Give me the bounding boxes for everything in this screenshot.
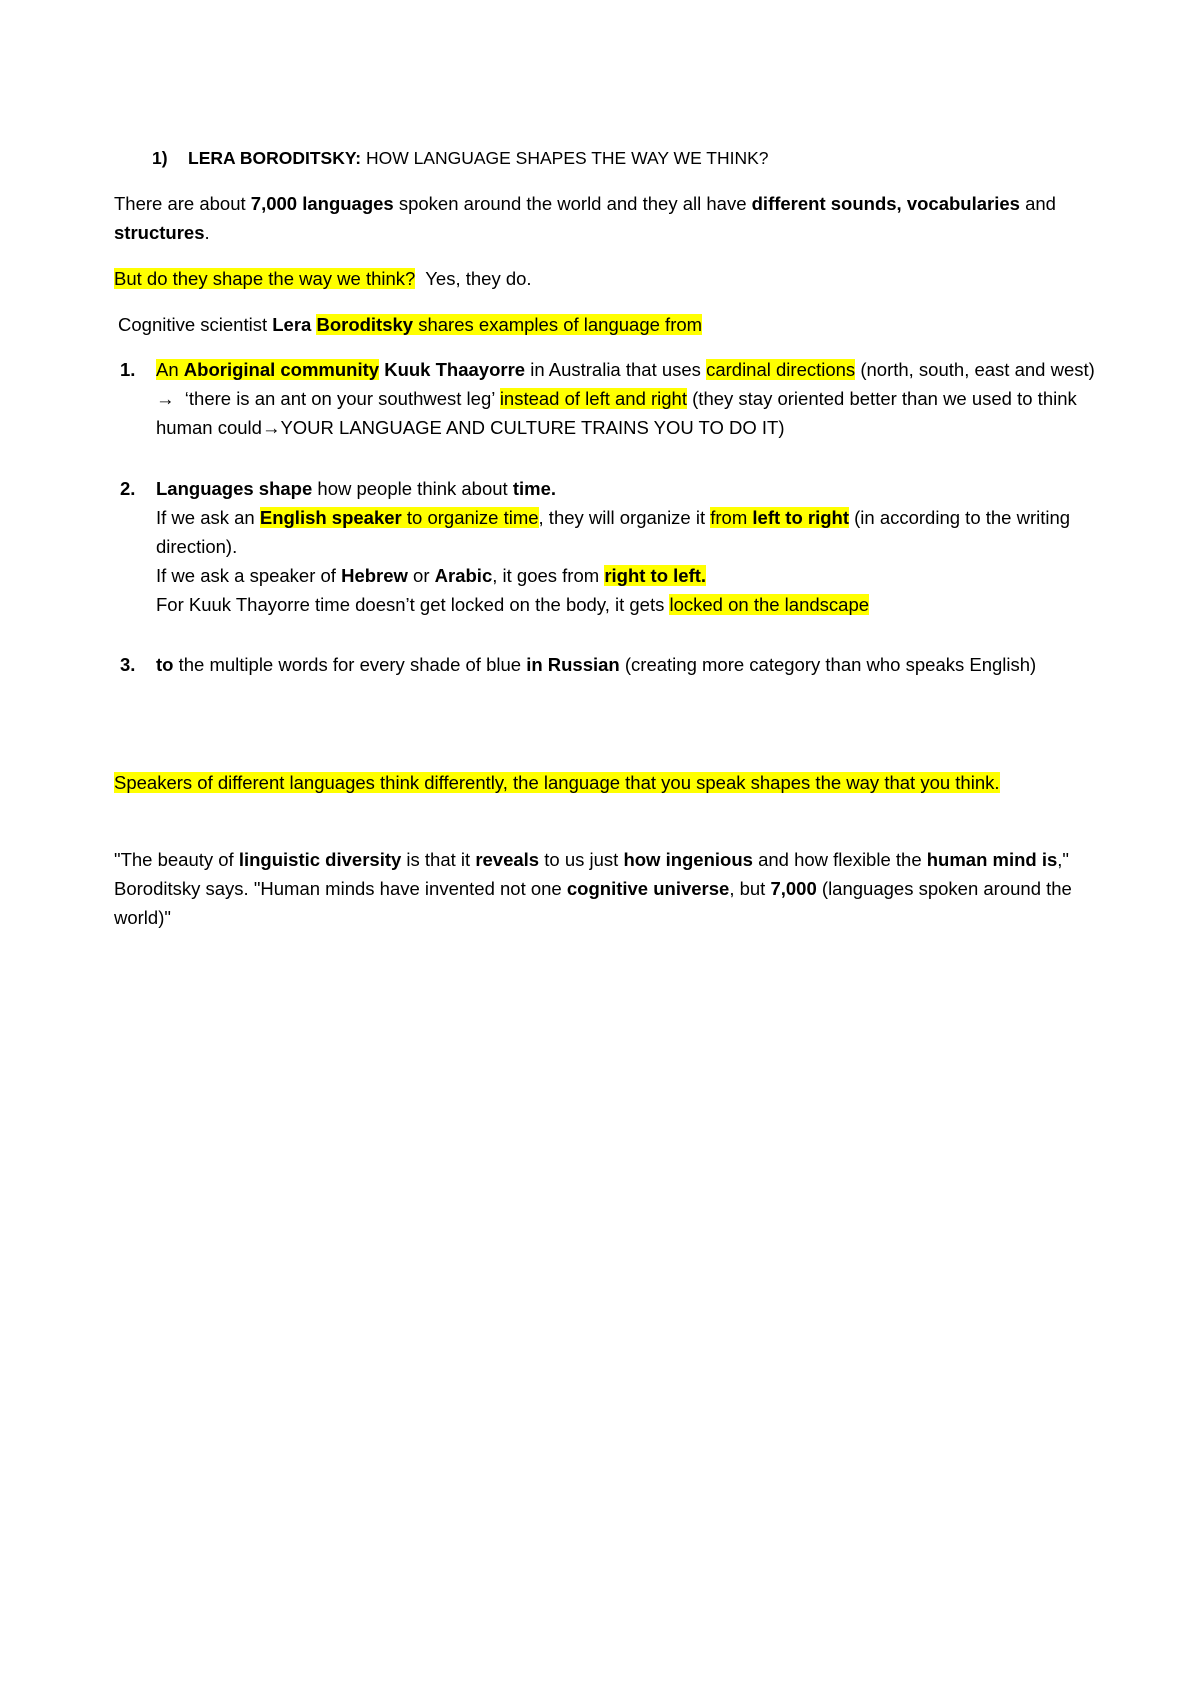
speakers-highlight: Speakers of different languages think differently, the language that you speak shapes the way that you think. — [114, 772, 1000, 793]
intro-paragraph — [114, 189, 1104, 247]
quote-text: , but — [729, 878, 771, 899]
intro-structures: structures — [114, 222, 205, 243]
list-item-body — [156, 355, 1101, 442]
item1-text-7: YOUR LANGUAGE AND CULTURE TRAINS YOU TO DO IT) — [280, 417, 785, 438]
item2-english-speaker: English speaker — [259, 507, 402, 528]
item1-text-6: (they stay oriented better than we used to think human could — [156, 388, 1077, 438]
item2-locked-landscape: locked on the landscape — [669, 594, 870, 615]
item2-line-4 — [156, 590, 1101, 619]
section-heading — [152, 145, 1112, 171]
item3-to: to — [156, 654, 174, 675]
heading-title: HOW LANGUAGE SHAPES THE WAY WE THINK? — [365, 148, 769, 168]
item1-text-3: in Australia that uses — [525, 359, 707, 380]
item3-text-1: the multiple words for every shade of blue — [173, 654, 527, 675]
quote-how-ingenious: how ingenious — [623, 849, 753, 870]
quote-paragraph — [114, 845, 1104, 932]
quote-text: (languages spoken around the world)" — [114, 878, 1072, 928]
list-item-body — [156, 650, 1101, 679]
intro-text-3: and — [1019, 193, 1056, 214]
item2-text: how people think about — [312, 478, 513, 499]
item2-text: If we ask an — [156, 507, 260, 528]
list-marker: 2. — [120, 478, 136, 499]
item3-in-russian: in Russian — [526, 654, 620, 675]
item2-line-2 — [156, 503, 1101, 561]
item2-text: , they will organize it — [538, 507, 711, 528]
item2-text: If we ask a speaker of — [156, 565, 342, 586]
item1-cardinal-directions: cardinal directions — [706, 359, 856, 380]
quote-7000: 7,000 — [770, 878, 817, 899]
item1-text-5: ‘there is an ant on your southwest leg’ — [174, 388, 500, 409]
item2-line-3 — [156, 561, 1101, 590]
item2-left-to-right-highlight — [710, 507, 849, 528]
quote-human-mind: human mind is — [926, 849, 1058, 870]
list-item — [114, 355, 1104, 442]
arrow-right-icon: → — [156, 388, 175, 409]
item2-time: time — [512, 478, 551, 499]
list-item — [114, 650, 1104, 679]
item2-left-to-right: left to right — [752, 507, 849, 528]
cognitive-highlight — [316, 314, 702, 335]
item2-organize-time: to organize time — [401, 507, 539, 528]
heading-name: LERA BORODITSKY: — [188, 148, 362, 168]
item1-instead-left-right: instead of left and right — [499, 388, 687, 409]
question-paragraph — [114, 264, 1104, 293]
intro-sounds-vocabularies: different sounds, vocabularies — [751, 193, 1020, 214]
quote-cognitive-universe: cognitive universe — [566, 878, 730, 899]
item2-text: , it goes from — [492, 565, 605, 586]
quote-linguistic-diversity: linguistic diversity — [238, 849, 402, 870]
item2-text: (in according to the writing direction). — [156, 507, 1071, 557]
cognitive-lera: Lera — [272, 314, 312, 335]
item1-aboriginal-community: Aboriginal community — [183, 359, 380, 380]
intro-text-1: There are about — [114, 193, 251, 214]
cognitive-boroditsky: Boroditsky — [316, 314, 414, 335]
quote-text: to us just — [539, 849, 624, 870]
cognitive-paragraph — [118, 310, 1108, 339]
item2-from: from — [710, 507, 753, 528]
question-highlight: But do they shape the way we think? — [114, 268, 416, 289]
list-item — [114, 474, 1104, 619]
item2-line-1 — [156, 474, 1101, 503]
quote-text: "The beauty of — [114, 849, 239, 870]
item1-text-1: An — [156, 359, 184, 380]
quote-reveals: reveals — [475, 849, 540, 870]
item2-right-to-left: right to left. — [604, 565, 707, 586]
item3-text-2: (creating more category than who speaks English) — [619, 654, 1037, 675]
item2-arabic: Arabic — [434, 565, 493, 586]
question-answer: Yes, they do. — [415, 268, 532, 289]
cognitive-text-3: shares examples of language from — [413, 314, 703, 335]
item2-hebrew: Hebrew — [341, 565, 408, 586]
intro-text-4: . — [204, 222, 210, 243]
item2-period: . — [550, 478, 557, 499]
quote-text: and how flexible the — [752, 849, 927, 870]
list-marker: 1. — [120, 359, 136, 380]
item1-kuuk-thaayorre: Kuuk Thaayorre — [384, 359, 526, 380]
quote-text: ," Boroditsky says. "Human minds have invented not one — [114, 849, 1070, 899]
quote-text: is that it — [401, 849, 476, 870]
intro-languages-count: 7,000 languages — [250, 193, 394, 214]
list-item-body — [156, 474, 1101, 619]
item2-text: For Kuuk Thayorre time doesn’t get locked on the body, it gets — [156, 594, 670, 615]
heading-number: 1) — [152, 148, 168, 168]
arrow-right-icon: → — [261, 417, 281, 438]
item2-text: or — [407, 565, 435, 586]
item1-text-4: (north, south, east and west) — [855, 359, 1095, 380]
speakers-paragraph — [114, 768, 1104, 797]
cognitive-text-1: Cognitive scientist — [118, 314, 273, 335]
intro-text-2: spoken around the world and they all have — [393, 193, 752, 214]
item2-languages-shape: Languages shape — [156, 478, 313, 499]
list-marker: 3. — [120, 654, 136, 675]
